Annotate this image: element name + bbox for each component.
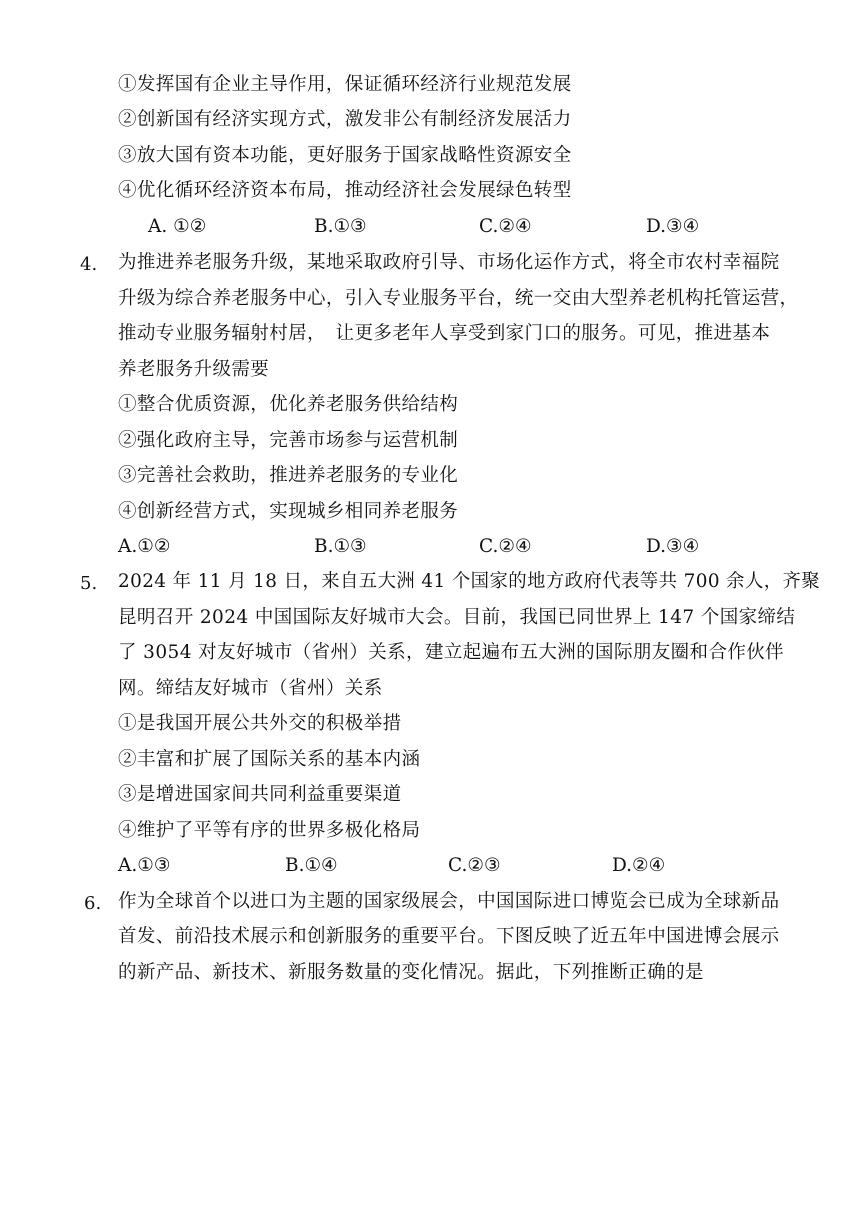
- q4-stem-line-1: 为推进养老服务升级，某地采取政府引导、市场化运作方式，将全市农村幸福院: [118, 252, 780, 273]
- q3-statement-4: ④优化循环经济资本布局，推动经济社会发展绿色转型: [118, 180, 572, 201]
- q3-option-c: C.②④: [479, 216, 532, 237]
- q6-stem-line-2: 首发、前沿技术展示和创新服务的重要平台。下图反映了近五年中国进博会展示: [118, 926, 780, 947]
- q4-stem-line-2: 升级为综合养老服务中心，引入专业服务平台，统一交由大型养老机构托管运营，: [118, 288, 799, 309]
- q5-stem-line-4: 网。缔结友好城市（省州）关系: [118, 678, 383, 699]
- q4-number: 4.: [80, 254, 98, 275]
- q5-statement-3: ③是增进国家间共同利益重要渠道: [118, 784, 402, 805]
- q6-stem-line-3: 的新产品、新技术、新服务数量的变化情况。据此，下列推断正确的是: [118, 962, 704, 983]
- q3-option-b: B.①③: [314, 216, 367, 237]
- q5-option-d: D.②④: [612, 855, 666, 876]
- q5-option-b: B.①④: [285, 855, 338, 876]
- q5-option-a: A.①③: [118, 855, 171, 876]
- q6-stem-line-1: 作为全球首个以进口为主题的国家级展会，中国国际进口博览会已成为全球新品: [118, 891, 780, 912]
- q5-statement-1: ①是我国开展公共外交的积极举措: [118, 713, 402, 734]
- q5-number: 5.: [80, 573, 98, 594]
- q5-statement-2: ②丰富和扩展了国际关系的基本内涵: [118, 749, 421, 770]
- q3-statement-1: ①发挥国有企业主导作用，保证循环经济行业规范发展: [118, 74, 572, 95]
- q5-statement-4: ④维护了平等有序的世界多极化格局: [118, 820, 421, 841]
- q5-option-c: C.②③: [448, 855, 501, 876]
- q3-option-a: A. ①②: [148, 216, 207, 237]
- q4-statement-1: ①整合优质资源，优化养老服务供给结构: [118, 394, 459, 415]
- q5-stem-line-2: 昆明召开 2024 中国国际友好城市大会。目前，我国已同世界上 147 个国家缔结: [118, 607, 796, 628]
- q5-stem-line-3: 了 3054 对友好城市（省州）关系，建立起遍布五大洲的国际朋友圈和合作伙伴: [118, 642, 785, 663]
- q3-statement-2: ②创新国有经济实现方式，激发非公有制经济发展活力: [118, 109, 572, 130]
- q3-statement-3: ③放大国有资本功能，更好服务于国家战略性资源安全: [118, 145, 572, 166]
- q3-option-d: D.③④: [646, 216, 700, 237]
- q4-option-a: A.①②: [118, 536, 171, 557]
- q4-option-c: C.②④: [479, 536, 532, 557]
- q4-option-d: D.③④: [646, 536, 700, 557]
- q4-statement-2: ②强化政府主导，完善市场参与运营机制: [118, 430, 459, 451]
- q4-statement-3: ③完善社会救助，推进养老服务的专业化: [118, 465, 459, 486]
- q4-stem-line-3: 推动专业服务辐射村居， 让更多老年人享受到家门口的服务。可见，推进基本: [118, 323, 771, 344]
- q6-number: 6.: [84, 893, 102, 914]
- q4-statement-4: ④创新经营方式，实现城乡相同养老服务: [118, 501, 459, 522]
- q5-stem-line-1: 2024 年 11 月 18 日，来自五大洲 41 个国家的地方政府代表等共 700 余人，齐聚: [118, 571, 821, 592]
- q4-stem-line-4: 养老服务升级需要: [118, 359, 270, 380]
- q4-option-b: B.①③: [314, 536, 367, 557]
